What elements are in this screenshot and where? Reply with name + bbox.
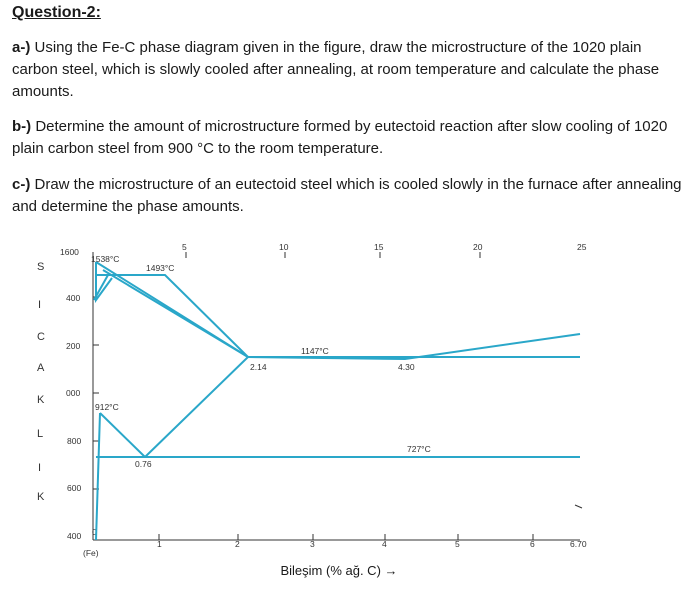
label-1538: 1538°C <box>91 254 120 264</box>
ferrite-boundary <box>96 413 100 540</box>
x-tick-670: 6.70 <box>570 539 587 549</box>
x-top-tick-10: 10 <box>279 242 289 252</box>
part-c-label: c-) <box>12 176 31 193</box>
x-axis-arrow <box>575 505 582 508</box>
acm-line <box>145 357 248 457</box>
solidus-line <box>103 270 248 357</box>
x-tick-0: 0 <box>92 527 97 537</box>
part-b <box>12 116 682 160</box>
annotations <box>91 254 431 469</box>
question-title: Question-2: <box>12 4 101 21</box>
part-c-text: Draw the microstructure of an eutectoid steel which is cooled slowly in the furnace after annealing and determine the phase amounts. <box>12 176 682 215</box>
phase-lines <box>94 262 580 540</box>
fe-c-phase-diagram <box>0 230 694 560</box>
part-b-text: Determine the amount of microstructure formed by eutectoid reaction after slow cooling of 1020 plain carbon steel from 900 °C to the room temperature. <box>12 118 668 157</box>
label-1147: 1147°C <box>301 346 329 356</box>
side-letter-1: S <box>37 261 45 273</box>
part-b-label: b-) <box>12 118 32 135</box>
side-letter-6: L <box>37 428 44 440</box>
x-tick-6: 6 <box>530 539 535 549</box>
x-top-tick-5: 5 <box>182 242 187 252</box>
side-letter-4: A <box>37 362 45 374</box>
y-tick-400: 400 <box>67 531 82 541</box>
y-tick-1400: 400 <box>66 293 81 303</box>
side-letter-8: K <box>37 491 45 503</box>
part-a-label: a-) <box>12 39 31 56</box>
label-430: 4.30 <box>398 362 415 372</box>
side-letter-7: I <box>38 462 42 474</box>
label-727: 727°C <box>407 444 431 454</box>
label-076: 0.76 <box>135 459 152 469</box>
y-tick-1000: 000 <box>66 388 81 398</box>
a3-line <box>100 413 145 457</box>
label-1493: 1493°C <box>146 263 175 273</box>
x-top-tick-15: 15 <box>374 242 384 252</box>
part-a <box>12 37 682 103</box>
y-tick-600: 600 <box>67 483 82 493</box>
x-top-ticks <box>182 242 587 258</box>
x-tick-1: 1 <box>157 539 162 549</box>
x-tick-2: 2 <box>235 539 240 549</box>
y-tick-1600: 1600 <box>60 247 79 257</box>
side-letter-2: I <box>38 299 42 311</box>
x-top-tick-25: 25 <box>577 242 587 252</box>
y-tick-1200: 200 <box>66 341 81 351</box>
side-letters <box>37 261 45 503</box>
x-tick-3: 3 <box>310 539 315 549</box>
side-letter-3: C <box>37 331 45 343</box>
x-bottom-ticks <box>83 527 587 558</box>
label-912: 912°C <box>95 402 119 412</box>
x-tick-4: 4 <box>382 539 387 549</box>
part-a-text: Using the Fe-C phase diagram given in the figure, draw the microstructure of the 1020 plain carbon steel, which is slowly cooled after annealing, at room temperature and calculate the phase amounts. <box>12 39 660 100</box>
y-tick-800: 800 <box>67 436 82 446</box>
x-tick-5: 5 <box>455 539 460 549</box>
x-axis-label: Bileşim (% ağ. C) → <box>280 563 398 578</box>
label-214: 2.14 <box>250 362 267 372</box>
x-tick-fe: (Fe) <box>83 548 99 558</box>
side-letter-5: K <box>37 394 45 406</box>
part-c <box>12 174 682 218</box>
austenite-boundary <box>97 275 248 357</box>
x-top-tick-20: 20 <box>473 242 483 252</box>
